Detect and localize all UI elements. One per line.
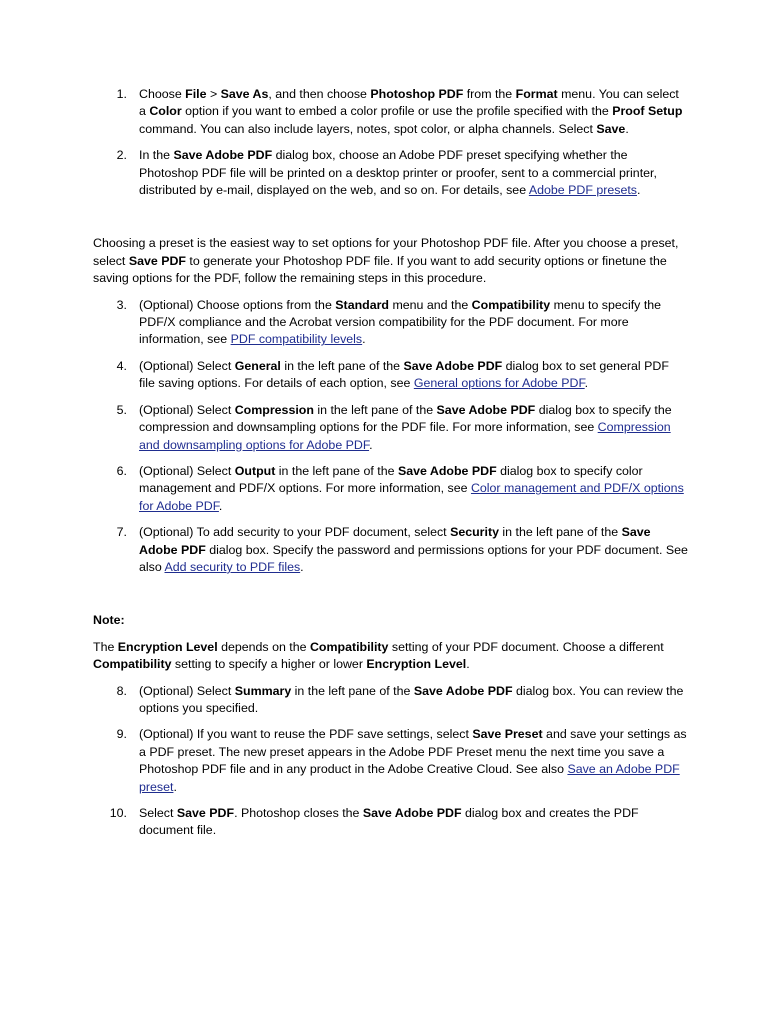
- spacer: [93, 208, 688, 235]
- text: in the left pane of the: [313, 402, 437, 417]
- text: menu to specify the PDF/X compliance and the Acrobat version compatibility for the PDF document. For more information, see: [139, 297, 662, 347]
- text: (Optional) Select: [139, 463, 235, 478]
- text: command. You can also include layers, notes, spot color, or alpha channels. Select: [139, 121, 597, 136]
- text: Choose: [139, 87, 186, 101]
- text: dialog box to specify color management and PDF/X options. For more information, see: [139, 463, 643, 496]
- list-item: [93, 147, 688, 199]
- text: .: [466, 657, 470, 672]
- text: In the: [139, 148, 174, 163]
- text: (Optional) To add security to your PDF document, select: [139, 525, 451, 540]
- text: (Optional) Select: [139, 402, 235, 417]
- bold-text: Photoshop PDF: [370, 87, 464, 101]
- bold-text: Standard: [335, 297, 389, 312]
- text: in the left pane of the: [280, 358, 404, 373]
- bold-text: General: [234, 358, 281, 373]
- step-number: 9.: [116, 727, 127, 742]
- intro-paragraph: [93, 235, 688, 287]
- text: dialog box to specify the compression and downsampling options for the PDF file. For more information, see: [139, 402, 672, 435]
- step-number: 2.: [116, 148, 127, 163]
- list-item: [93, 805, 688, 840]
- bold-text: Proof Setup: [612, 104, 683, 119]
- text: menu. You can select a: [139, 87, 679, 119]
- bold-text: Summary: [234, 683, 292, 698]
- bold-text: Compression: [234, 402, 314, 417]
- list-item: [93, 358, 688, 393]
- note-heading: Note:: [93, 613, 125, 628]
- text: dialog box to set general PDF file saving options. For details of each option, see: [139, 358, 669, 391]
- steps-list-3: [93, 683, 688, 840]
- bold-text: Compatibility: [471, 297, 551, 312]
- bold-text: Save PDF: [128, 253, 186, 268]
- step-number: 8.: [116, 683, 127, 698]
- steps-list-2: [93, 297, 688, 577]
- text: setting to specify a higher or lower: [171, 657, 367, 672]
- list-item: [93, 524, 688, 576]
- text: .: [362, 332, 366, 347]
- bold-text: Output: [234, 463, 276, 478]
- text: dialog box. Specify the password and permissions options for your PDF document. See also: [139, 542, 688, 574]
- note-label: [93, 612, 688, 629]
- bold-text: Format: [515, 87, 558, 101]
- link-general-options[interactable]: General options for Adobe PDF: [413, 376, 585, 391]
- link-save-preset[interactable]: Save an Adobe PDF preset: [139, 762, 680, 794]
- text: .: [625, 121, 629, 136]
- list-item: [93, 297, 688, 349]
- text: (Optional) Select: [139, 683, 235, 698]
- list-item: [93, 726, 688, 796]
- note-paragraph: [93, 639, 688, 674]
- bold-text: Save Adobe PDF: [139, 525, 651, 557]
- bold-text: Save Adobe PDF: [413, 683, 513, 698]
- text: (Optional) Choose options from the: [139, 297, 336, 312]
- bold-text: Encryption Level: [366, 657, 467, 672]
- text: dialog box. You can review the options you specified.: [139, 683, 684, 715]
- bold-text: Encryption Level: [117, 639, 218, 654]
- link-adobe-pdf-presets[interactable]: Adobe PDF presets: [528, 183, 637, 198]
- bold-text: Compatibility: [93, 657, 172, 672]
- list-item: [93, 683, 688, 718]
- bold-text: File: [185, 87, 207, 101]
- text: .: [584, 376, 589, 391]
- text: >: [206, 87, 221, 101]
- spacer: [93, 585, 688, 612]
- bold-text: Save Adobe PDF: [173, 148, 273, 163]
- list-item: [93, 402, 688, 454]
- text: to generate your Photoshop PDF file. If you want to add security options or finetune the saving options for the PDF, follow the remaining steps in this procedure.: [93, 253, 667, 286]
- bold-text: Save Adobe PDF: [397, 463, 497, 478]
- bold-text: Save Adobe PDF: [436, 402, 536, 417]
- step-number: 3.: [116, 297, 127, 312]
- text: from the: [463, 87, 516, 101]
- step-number: 5.: [116, 402, 127, 417]
- text: dialog box and creates the PDF document file.: [139, 806, 639, 838]
- bold-text: Save Preset: [472, 727, 543, 742]
- bold-text: Save: [596, 121, 626, 136]
- text: .: [300, 559, 304, 574]
- step-number: 7.: [116, 525, 127, 540]
- text: The: [93, 639, 118, 654]
- steps-list-1: [93, 86, 688, 199]
- text: , and then choose: [268, 87, 371, 101]
- text: .: [218, 498, 223, 513]
- bold-text: Save As: [220, 87, 269, 101]
- text: and save your settings as a PDF preset. The new preset appears in the Adobe PDF Preset menu the next time you save a Photoshop PDF file and in any product in the Adobe Creative Cloud. See also: [139, 727, 687, 777]
- bold-text: Save Adobe PDF: [362, 806, 462, 820]
- list-item: [93, 86, 688, 138]
- link-compression-options[interactable]: Compression and downsampling options for Adobe PDF: [139, 420, 671, 452]
- link-color-management[interactable]: Color management and PDF/X options for Adobe PDF: [139, 481, 684, 513]
- step-number: 6.: [116, 463, 127, 478]
- link-pdf-compatibility-levels[interactable]: PDF compatibility levels: [230, 332, 363, 347]
- bold-text: Color: [149, 104, 182, 119]
- text: setting of your PDF document. Choose a different: [388, 639, 664, 654]
- text: Select: [139, 806, 177, 820]
- bold-text: Compatibility: [309, 639, 389, 654]
- text: depends on the: [217, 639, 310, 654]
- text: in the left pane of the: [275, 463, 398, 478]
- text: in the left pane of the: [291, 683, 414, 698]
- text: menu and the: [389, 297, 472, 312]
- step-number: 4.: [116, 358, 127, 373]
- text: . Photoshop closes the: [234, 806, 363, 820]
- text: .: [369, 437, 373, 452]
- bold-text: Save PDF: [176, 806, 235, 820]
- text: Choosing a preset is the easiest way to set options for your Photoshop PDF file. After you choose a preset, select: [93, 236, 679, 268]
- text: dialog box, choose an Adobe PDF preset specifying whether the Photoshop PDF file will be printed on a desktop printer or proofer, sent to a commercial printer, distributed by e-mail, displayed on the web, and so on. For details, see: [139, 148, 657, 198]
- step-number: 10.: [109, 806, 127, 820]
- text: option if you want to embed a color profile or use the profile specified with the: [181, 104, 613, 119]
- text: (Optional) Select: [139, 358, 235, 373]
- link-add-security[interactable]: Add security to PDF files: [164, 559, 301, 574]
- bold-text: Save Adobe PDF: [403, 358, 503, 373]
- text: in the left pane of the: [498, 525, 622, 540]
- bold-text: Security: [450, 525, 499, 540]
- step-number: 1.: [116, 87, 127, 101]
- text: (Optional) If you want to reuse the PDF save settings, select: [139, 727, 473, 742]
- text: .: [173, 779, 177, 794]
- list-item: [93, 463, 688, 515]
- text: .: [636, 183, 641, 198]
